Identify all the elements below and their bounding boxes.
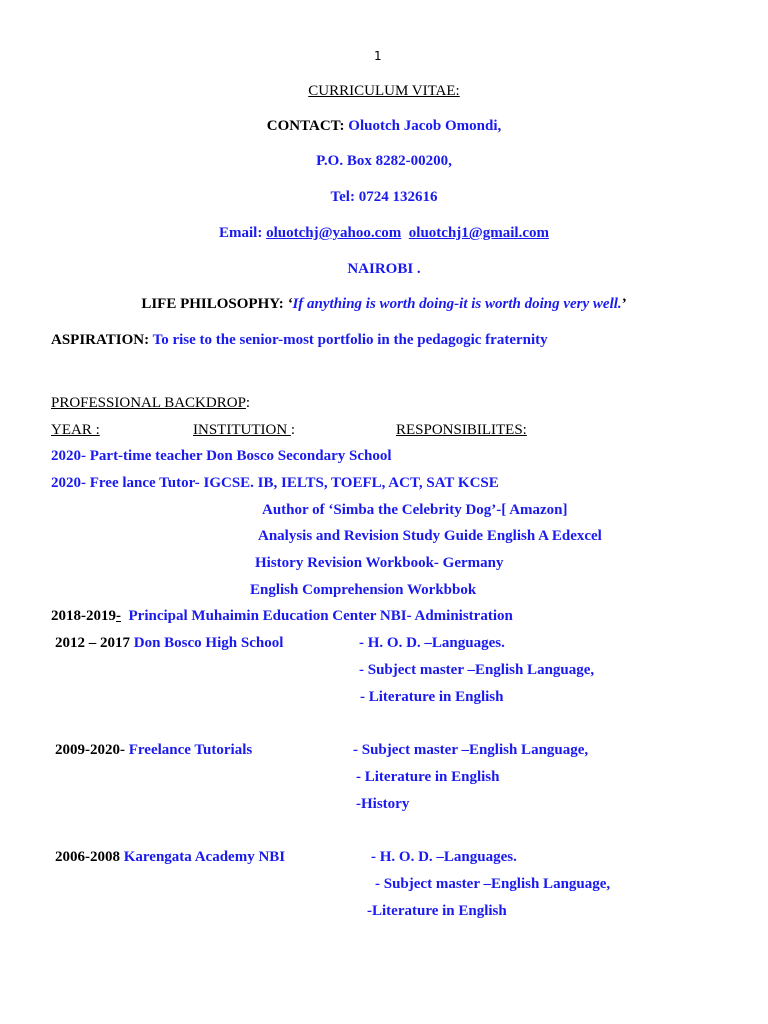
entry-role: - Subject master –English Language,: [375, 876, 611, 892]
entry-role: - Literature in English: [360, 689, 504, 705]
entry-role: - Literature in English: [356, 769, 500, 785]
experience-entry-karengata: [55, 848, 285, 866]
column-header-responsibilities: RESPONSIBILITES:: [396, 422, 527, 438]
author-line-2: Analysis and Revision Study Guide English A Edexcel: [258, 528, 602, 544]
experience-entry-don-bosco: [55, 634, 283, 652]
philosophy-text: If anything is worth doing-it is worth doing very well.: [292, 296, 622, 312]
page-number: 1: [374, 49, 382, 63]
author-line-1: Author of ‘Simba the Celebrity Dog’-[ Amazon]: [262, 502, 568, 518]
entry-role: - Subject master –English Language,: [353, 742, 589, 758]
entry-role: -History: [356, 796, 410, 812]
email-label: Email:: [219, 225, 263, 241]
column-header-year: YEAR :: [51, 422, 100, 438]
entry-institution: Freelance Tutorials: [128, 742, 253, 758]
aspiration-label: ASPIRATION:: [51, 332, 150, 348]
experience-line-2020-parttime: 2020- Part-time teacher Don Bosco Secondary School: [51, 448, 392, 464]
contact-label: CONTACT:: [266, 118, 345, 134]
philosophy-label: LIFE PHILOSOPHY:: [141, 296, 284, 312]
author-line-3: History Revision Workbook- Germany: [255, 555, 504, 571]
professional-heading: PROFESSIONAL BACKDROP:: [51, 395, 251, 411]
column-header-institution: INSTITUTION :: [193, 422, 296, 438]
contact-line: [0, 117, 768, 135]
aspiration-text: To rise to the senior-most portfolio in the pedagogic fraternity: [152, 332, 548, 348]
contact-tel: Tel: 0724 132616: [330, 189, 438, 205]
philosophy-open-quote: ‘: [287, 296, 293, 312]
experience-entry-muhaimin: 2018-2019- Principal Muhaimin Education Center NBI- Administration: [51, 608, 513, 624]
entry-role: - H. O. D. –Languages.: [371, 849, 517, 865]
email-link-yahoo[interactable]: oluotchj@yahoo.com: [266, 225, 402, 241]
entry-year: 2012 – 2017: [55, 635, 134, 651]
entry-institution: Don Bosco High School: [133, 635, 284, 651]
aspiration: [51, 331, 548, 349]
entry-role: - H. O. D. –Languages.: [359, 635, 505, 651]
experience-line-2020-freelance: 2020- Free lance Tutor- IGCSE. IB, IELTS, TOEFL, ACT, SAT KCSE: [51, 475, 499, 491]
entry-institution: Karengata Academy NBI: [123, 849, 286, 865]
entry-role: - Subject master –English Language,: [359, 662, 595, 678]
contact-city: NAIROBI .: [347, 261, 421, 277]
entry-year: 2009-2020-: [55, 742, 129, 758]
entry-year: 2006-2008: [55, 849, 124, 865]
philosophy-close-quote: ’: [621, 296, 627, 312]
contact-name: Oluotch Jacob Omondi,: [348, 118, 502, 134]
entry-year: 2018-2019: [51, 608, 116, 624]
life-philosophy: [0, 295, 768, 313]
document-title: CURRICULUM VITAE:: [308, 83, 460, 99]
entry-institution: Principal Muhaimin Education Center NBI- Administration: [128, 608, 513, 624]
experience-entry-freelance: [55, 741, 252, 759]
author-line-4: English Comprehension Workbbok: [250, 582, 477, 598]
email-link-gmail[interactable]: oluotchj1@gmail.com: [408, 225, 549, 241]
contact-email-line: [0, 224, 768, 242]
entry-role: -Literature in English: [367, 903, 507, 919]
contact-po-box: P.O. Box 8282-00200,: [316, 153, 452, 169]
